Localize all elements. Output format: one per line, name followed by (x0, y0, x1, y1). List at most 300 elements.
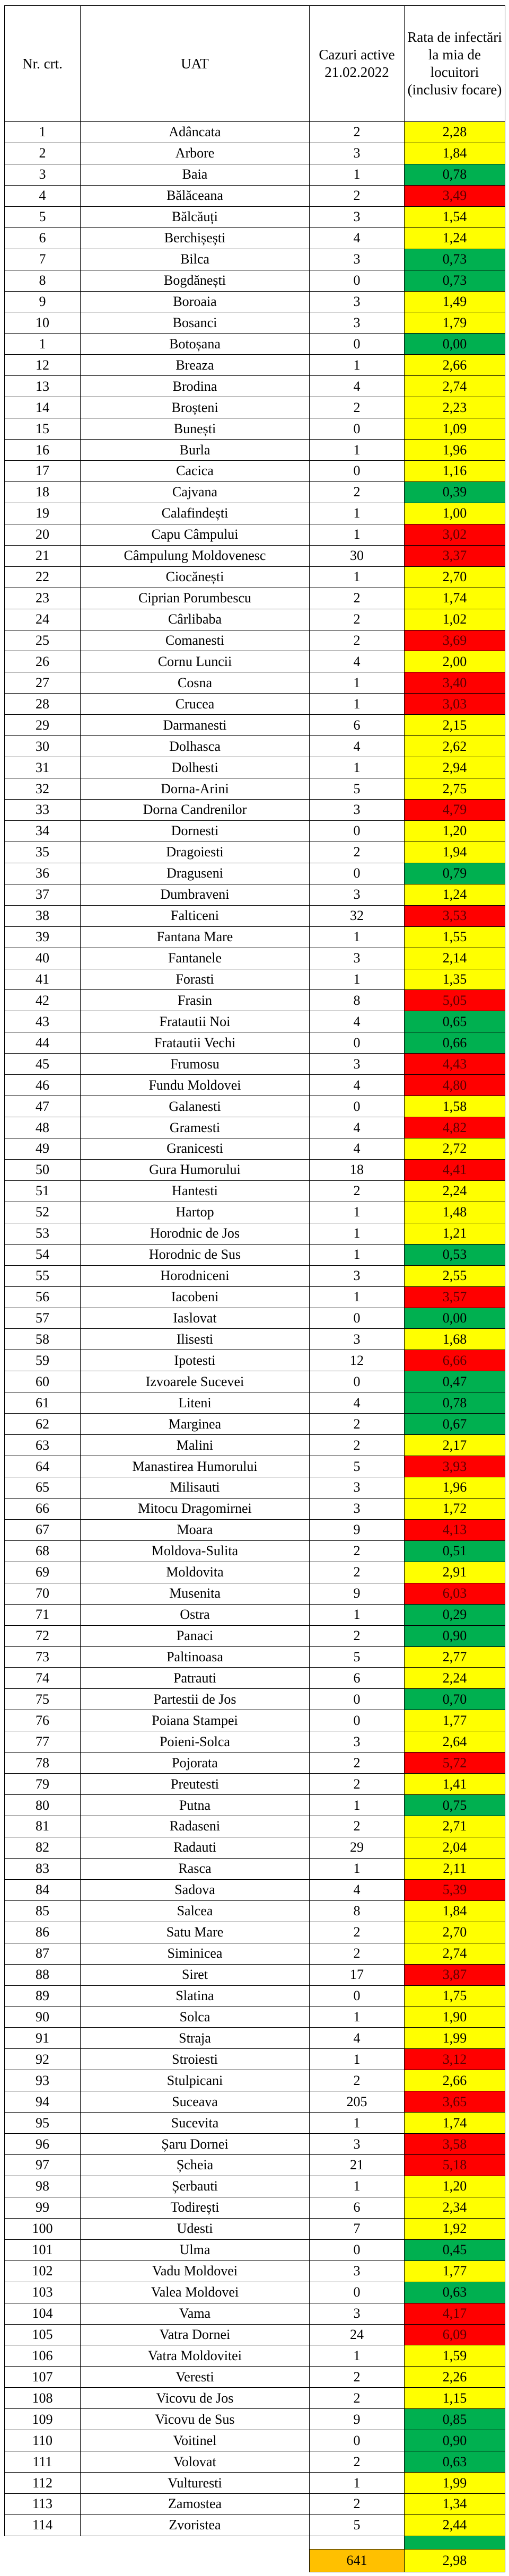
row-rate: 1,49 (405, 291, 505, 312)
table-row (5, 609, 505, 630)
row-cases: 2 (310, 2451, 405, 2473)
row-uat: Veresti (81, 2367, 310, 2388)
row-rate: 2,94 (405, 757, 505, 778)
row-number: 103 (5, 2282, 81, 2303)
table-row (5, 1223, 505, 1244)
row-number: 85 (5, 1900, 81, 1922)
row-rate: 1,68 (405, 1329, 505, 1350)
row-number: 64 (5, 1456, 81, 1477)
row-uat: Dorna Candrenilor (81, 800, 310, 821)
header-rate: Rata de infectări la mia de locuitori (inclusiv focare) (405, 6, 505, 122)
table-row (5, 863, 505, 884)
row-uat: Pojorata (81, 1753, 310, 1774)
row-number: 108 (5, 2388, 81, 2409)
row-cases: 17 (310, 1964, 405, 1985)
row-uat: Stroiesti (81, 2049, 310, 2070)
row-rate: 5,18 (405, 2155, 505, 2176)
row-rate: 1,74 (405, 588, 505, 609)
row-uat: Dolhasca (81, 736, 310, 757)
row-uat: Fratautii Noi (81, 1011, 310, 1032)
row-rate: 2,15 (405, 715, 505, 736)
row-cases: 4 (310, 1075, 405, 1096)
row-rate: 2,26 (405, 2367, 505, 2388)
row-number: 93 (5, 2070, 81, 2091)
table-row (5, 905, 505, 926)
row-rate: 4,80 (405, 1075, 505, 1096)
row-uat: Fantana Mare (81, 926, 310, 948)
row-rate: 0,29 (405, 1604, 505, 1625)
row-uat: Cajvana (81, 481, 310, 503)
row-uat: Malini (81, 1435, 310, 1456)
row-uat: Dumbraveni (81, 884, 310, 905)
header-uat: UAT (81, 6, 310, 122)
row-uat: Vatra Moldovitei (81, 2345, 310, 2367)
table-row (5, 926, 505, 948)
table-row (5, 1032, 505, 1054)
row-rate: 0,65 (405, 1011, 505, 1032)
table-row (5, 1668, 505, 1689)
row-cases: 7 (310, 2218, 405, 2239)
row-cases: 9 (310, 1583, 405, 1604)
row-cases: 2 (310, 588, 405, 609)
row-uat: Iaslovat (81, 1308, 310, 1329)
infection-rate-table (4, 5, 505, 2572)
row-cases: 2 (310, 1753, 405, 1774)
row-cases: 4 (310, 651, 405, 672)
total-blank (5, 2549, 81, 2572)
row-number: 100 (5, 2218, 81, 2239)
row-number: 82 (5, 1837, 81, 1858)
table-row (5, 545, 505, 566)
row-number: 78 (5, 1753, 81, 1774)
row-cases: 3 (310, 143, 405, 164)
row-number: 74 (5, 1668, 81, 1689)
row-cases: 0 (310, 418, 405, 440)
row-rate: 2,91 (405, 1562, 505, 1583)
table-row (5, 588, 505, 609)
row-uat: Putna (81, 1795, 310, 1816)
total-blank (81, 2549, 310, 2572)
row-uat: Poieni-Solca (81, 1731, 310, 1753)
row-rate: 1,34 (405, 2494, 505, 2515)
table-row (5, 1117, 505, 1138)
row-number: 42 (5, 990, 81, 1011)
row-rate: 2,77 (405, 1646, 505, 1668)
table-row (5, 2113, 505, 2134)
row-number: 84 (5, 1879, 81, 1900)
row-cases: 6 (310, 2197, 405, 2218)
table-row (5, 2007, 505, 2028)
row-cases: 3 (310, 948, 405, 969)
row-cases: 0 (310, 1985, 405, 2007)
separator-cases (310, 2536, 405, 2549)
row-uat: Slatina (81, 1985, 310, 2007)
header-row (5, 6, 505, 122)
table-row (5, 757, 505, 778)
row-cases: 4 (310, 1011, 405, 1032)
row-rate: 1,99 (405, 2473, 505, 2494)
table-body (5, 122, 505, 2536)
row-cases: 2 (310, 2367, 405, 2388)
row-uat: Dragoiesti (81, 842, 310, 863)
row-rate: 1,20 (405, 820, 505, 842)
row-uat: Fundu Moldovei (81, 1075, 310, 1096)
row-cases: 4 (310, 1117, 405, 1138)
table-row (5, 1519, 505, 1540)
row-rate: 2,74 (405, 1943, 505, 1964)
row-number: 18 (5, 481, 81, 503)
row-cases: 2 (310, 2388, 405, 2409)
table-row (5, 2260, 505, 2282)
row-number: 65 (5, 1477, 81, 1499)
row-uat: Preutesti (81, 1774, 310, 1795)
row-cases: 1 (310, 2473, 405, 2494)
row-number: 73 (5, 1646, 81, 1668)
row-number: 9 (5, 291, 81, 312)
total-row (5, 2549, 505, 2572)
row-uat: Șaru Dornei (81, 2134, 310, 2155)
row-number: 75 (5, 1689, 81, 1710)
row-rate: 1,59 (405, 2345, 505, 2367)
row-uat: Frumosu (81, 1054, 310, 1075)
row-cases: 1 (310, 1244, 405, 1265)
row-number: 21 (5, 545, 81, 566)
row-uat: Stulpicani (81, 2070, 310, 2091)
row-cases: 0 (310, 461, 405, 482)
table-row (5, 1922, 505, 1943)
row-uat: Manastirea Humorului (81, 1456, 310, 1477)
row-number: 37 (5, 884, 81, 905)
table-row (5, 1435, 505, 1456)
row-number: 22 (5, 566, 81, 588)
row-rate: 0,63 (405, 2451, 505, 2473)
table-row (5, 1753, 505, 1774)
row-rate: 0,66 (405, 1032, 505, 1054)
row-uat: Paltinoasa (81, 1646, 310, 1668)
row-uat: Suceava (81, 2091, 310, 2113)
row-number: 46 (5, 1075, 81, 1096)
table-row (5, 969, 505, 990)
table-row (5, 2176, 505, 2197)
table-row (5, 2430, 505, 2451)
row-number: 71 (5, 1604, 81, 1625)
table-row (5, 355, 505, 376)
row-number: 25 (5, 630, 81, 651)
table-row (5, 715, 505, 736)
row-cases: 3 (310, 1477, 405, 1499)
row-cases: 3 (310, 2134, 405, 2155)
row-uat: Bunești (81, 418, 310, 440)
row-rate: 2,04 (405, 1837, 505, 1858)
row-number: 10 (5, 312, 81, 334)
row-cases: 2 (310, 122, 405, 143)
row-rate: 1,16 (405, 461, 505, 482)
row-rate: 2,55 (405, 1265, 505, 1286)
row-cases: 1 (310, 566, 405, 588)
table-row (5, 334, 505, 355)
row-rate: 6,66 (405, 1350, 505, 1371)
row-cases: 30 (310, 545, 405, 566)
row-uat: Zamostea (81, 2494, 310, 2515)
row-number: 106 (5, 2345, 81, 2367)
table-row (5, 1498, 505, 1519)
row-number: 67 (5, 1519, 81, 1540)
row-number: 28 (5, 694, 81, 715)
row-cases: 3 (310, 1498, 405, 1519)
row-rate: 0,75 (405, 1795, 505, 1816)
row-cases: 3 (310, 800, 405, 821)
row-rate: 2,66 (405, 2070, 505, 2091)
row-number: 7 (5, 249, 81, 270)
row-rate: 1,54 (405, 206, 505, 227)
row-uat: Dolhesti (81, 757, 310, 778)
table-row (5, 206, 505, 227)
table-row (5, 2218, 505, 2239)
table-row (5, 2028, 505, 2049)
table-row (5, 1350, 505, 1371)
table-row (5, 2473, 505, 2494)
row-cases: 0 (310, 334, 405, 355)
row-rate: 1,90 (405, 2007, 505, 2028)
row-rate: 1,02 (405, 609, 505, 630)
row-cases: 2 (310, 1540, 405, 1562)
row-uat: Siminicea (81, 1943, 310, 1964)
table-row (5, 1054, 505, 1075)
table-row (5, 1816, 505, 1837)
row-rate: 0,78 (405, 164, 505, 185)
row-cases: 1 (310, 926, 405, 948)
row-number: 79 (5, 1774, 81, 1795)
row-uat: Horodniceni (81, 1265, 310, 1286)
row-rate: 3,03 (405, 694, 505, 715)
row-uat: Darmanesti (81, 715, 310, 736)
row-uat: Salcea (81, 1900, 310, 1922)
row-cases: 2 (310, 2494, 405, 2515)
row-uat: Gura Humorului (81, 1159, 310, 1180)
table-row (5, 270, 505, 291)
row-cases: 3 (310, 2260, 405, 2282)
row-cases: 0 (310, 2239, 405, 2260)
row-uat: Zvoristea (81, 2514, 310, 2536)
table-row (5, 312, 505, 334)
table-row (5, 397, 505, 418)
row-uat: Marginea (81, 1414, 310, 1435)
table-row (5, 1138, 505, 1160)
row-cases: 1 (310, 1223, 405, 1244)
row-cases: 1 (310, 1604, 405, 1625)
row-rate: 3,57 (405, 1286, 505, 1308)
row-rate: 1,00 (405, 503, 505, 524)
row-number: 39 (5, 926, 81, 948)
row-rate: 2,11 (405, 1858, 505, 1879)
row-cases: 4 (310, 1138, 405, 1160)
table-row (5, 1900, 505, 1922)
row-uat: Brodina (81, 376, 310, 397)
row-number: 112 (5, 2473, 81, 2494)
row-number: 1 (5, 334, 81, 355)
row-number: 101 (5, 2239, 81, 2260)
row-number: 50 (5, 1159, 81, 1180)
row-uat: Șcheia (81, 2155, 310, 2176)
row-rate: 5,72 (405, 1753, 505, 1774)
row-rate: 3,40 (405, 672, 505, 694)
row-number: 95 (5, 2113, 81, 2134)
table-row (5, 2451, 505, 2473)
row-number: 23 (5, 588, 81, 609)
row-cases: 0 (310, 270, 405, 291)
row-uat: Ilisesti (81, 1329, 310, 1350)
row-cases: 3 (310, 884, 405, 905)
row-uat: Rasca (81, 1858, 310, 1879)
row-number: 61 (5, 1392, 81, 1414)
row-uat: Liteni (81, 1392, 310, 1414)
row-cases: 8 (310, 990, 405, 1011)
table-row (5, 1286, 505, 1308)
row-uat: Breaza (81, 355, 310, 376)
table-row (5, 249, 505, 270)
table-row (5, 1795, 505, 1816)
row-uat: Radauti (81, 1837, 310, 1858)
table-row (5, 630, 505, 651)
row-rate: 0,39 (405, 481, 505, 503)
row-uat: Poiana Stampei (81, 1710, 310, 1731)
row-uat: Vama (81, 2303, 310, 2324)
row-rate: 3,65 (405, 2091, 505, 2113)
row-uat: Vicovu de Jos (81, 2388, 310, 2409)
row-uat: Broșteni (81, 397, 310, 418)
row-uat: Dorna-Arini (81, 778, 310, 800)
table-row (5, 2345, 505, 2367)
row-uat: Dornesti (81, 820, 310, 842)
row-number: 55 (5, 1265, 81, 1286)
row-cases: 2 (310, 1922, 405, 1943)
row-uat: Botoșana (81, 334, 310, 355)
row-number: 47 (5, 1096, 81, 1117)
row-cases: 0 (310, 2430, 405, 2451)
row-rate: 1,77 (405, 2260, 505, 2282)
header-cases: Cazuri active 21.02.2022 (310, 6, 405, 122)
row-cases: 32 (310, 905, 405, 926)
table-row (5, 1879, 505, 1900)
table-row (5, 2303, 505, 2324)
row-cases: 1 (310, 2113, 405, 2134)
row-number: 5 (5, 206, 81, 227)
row-uat: Forasti (81, 969, 310, 990)
row-cases: 4 (310, 376, 405, 397)
row-rate: 0,78 (405, 1392, 505, 1414)
row-number: 83 (5, 1858, 81, 1879)
row-cases: 3 (310, 2303, 405, 2324)
row-rate: 1,74 (405, 2113, 505, 2134)
row-cases: 0 (310, 863, 405, 884)
row-uat: Cacica (81, 461, 310, 482)
table-row (5, 2324, 505, 2345)
row-rate: 3,12 (405, 2049, 505, 2070)
table-row (5, 842, 505, 863)
row-number: 77 (5, 1731, 81, 1753)
row-cases: 0 (310, 2282, 405, 2303)
row-uat: Vulturesti (81, 2473, 310, 2494)
row-cases: 2 (310, 1625, 405, 1646)
row-rate: 2,70 (405, 1922, 505, 1943)
row-cases: 18 (310, 1159, 405, 1180)
row-number: 6 (5, 227, 81, 249)
row-uat: Volovat (81, 2451, 310, 2473)
row-uat: Șerbauti (81, 2176, 310, 2197)
table-row (5, 143, 505, 164)
row-cases: 6 (310, 1668, 405, 1689)
row-uat: Ipotesti (81, 1350, 310, 1371)
row-number: 96 (5, 2134, 81, 2155)
row-cases: 1 (310, 969, 405, 990)
row-rate: 1,75 (405, 1985, 505, 2007)
row-cases: 21 (310, 2155, 405, 2176)
row-number: 87 (5, 1943, 81, 1964)
row-cases: 5 (310, 1646, 405, 1668)
row-cases: 0 (310, 1032, 405, 1054)
row-uat: Calafindești (81, 503, 310, 524)
row-rate: 1,84 (405, 1900, 505, 1922)
row-cases: 1 (310, 672, 405, 694)
row-rate: 0,53 (405, 1244, 505, 1265)
row-rate: 4,82 (405, 1117, 505, 1138)
row-number: 54 (5, 1244, 81, 1265)
table-row (5, 1858, 505, 1879)
row-rate: 1,35 (405, 969, 505, 990)
table-row (5, 1604, 505, 1625)
row-cases: 0 (310, 1689, 405, 1710)
row-cases: 2 (310, 1435, 405, 1456)
row-number: 8 (5, 270, 81, 291)
row-uat: Siret (81, 1964, 310, 1985)
table-row (5, 672, 505, 694)
row-uat: Baia (81, 164, 310, 185)
row-rate: 6,09 (405, 2324, 505, 2345)
row-uat: Sadova (81, 1879, 310, 1900)
table-row (5, 651, 505, 672)
table-row (5, 694, 505, 715)
row-rate: 0,90 (405, 2430, 505, 2451)
row-rate: 1,20 (405, 2176, 505, 2197)
row-uat: Todirești (81, 2197, 310, 2218)
row-uat: Cârlibaba (81, 609, 310, 630)
row-number: 63 (5, 1435, 81, 1456)
row-rate: 3,53 (405, 905, 505, 926)
total-cases: 641 (310, 2549, 405, 2572)
row-cases: 24 (310, 2324, 405, 2345)
row-uat: Arbore (81, 143, 310, 164)
row-cases: 1 (310, 164, 405, 185)
table-row (5, 440, 505, 461)
row-cases: 1 (310, 355, 405, 376)
row-rate: 2,24 (405, 1668, 505, 1689)
row-rate: 2,14 (405, 948, 505, 969)
row-rate: 1,24 (405, 884, 505, 905)
row-uat: Crucea (81, 694, 310, 715)
row-rate: 2,34 (405, 2197, 505, 2218)
row-cases: 1 (310, 1795, 405, 1816)
row-uat: Voitinel (81, 2430, 310, 2451)
row-number: 97 (5, 2155, 81, 2176)
row-cases: 3 (310, 1054, 405, 1075)
table-row (5, 778, 505, 800)
row-rate: 0,90 (405, 1625, 505, 1646)
row-rate: 1,96 (405, 1477, 505, 1499)
row-uat: Horodnic de Jos (81, 1223, 310, 1244)
table-row (5, 2197, 505, 2218)
row-number: 94 (5, 2091, 81, 2113)
row-number: 110 (5, 2430, 81, 2451)
